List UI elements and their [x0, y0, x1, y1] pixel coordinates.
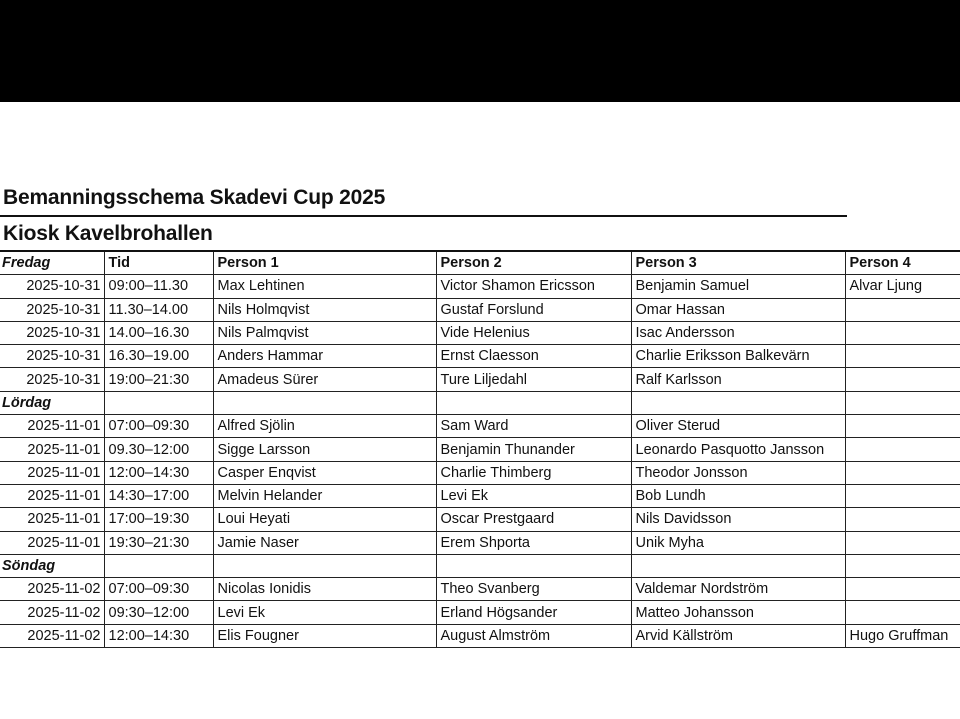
row-time: 16.30–19.00: [104, 345, 213, 368]
row-date: 2025-11-02: [0, 601, 104, 624]
empty-cell: [104, 391, 213, 414]
row-date: 2025-10-31: [0, 368, 104, 391]
row-person-1: Loui Heyati: [213, 508, 436, 531]
row-person-2: Erland Högsander: [436, 601, 631, 624]
row-person-3: Isac Andersson: [631, 321, 845, 344]
row-person-4: [845, 484, 960, 507]
row-person-3: Ralf Karlsson: [631, 368, 845, 391]
row-person-4: Hugo Gruffman: [845, 624, 960, 647]
row-time: 19:00–21:30: [104, 368, 213, 391]
row-person-2: August Almström: [436, 624, 631, 647]
row-date: 2025-10-31: [0, 298, 104, 321]
empty-cell: [436, 391, 631, 414]
empty-cell: [631, 554, 845, 577]
empty-cell: [104, 554, 213, 577]
top-black-bar: [0, 0, 960, 102]
row-person-2: Benjamin Thunander: [436, 438, 631, 461]
row-person-3: Theodor Jonsson: [631, 461, 845, 484]
empty-cell: [213, 554, 436, 577]
document-title: Bemanningsschema Skadevi Cup 2025: [3, 186, 386, 209]
row-date: 2025-11-01: [0, 531, 104, 554]
row-person-4: [845, 601, 960, 624]
row-person-4: [845, 508, 960, 531]
header-person-4: Person 4: [845, 251, 960, 275]
row-person-4: [845, 578, 960, 601]
table-row: [0, 461, 960, 484]
row-time: 07:00–09:30: [104, 415, 213, 438]
table-row: [0, 531, 960, 554]
row-person-1: Nils Holmqvist: [213, 298, 436, 321]
row-person-2: Gustaf Forslund: [436, 298, 631, 321]
row-date: 2025-10-31: [0, 321, 104, 344]
empty-cell: [631, 391, 845, 414]
row-person-2: Theo Svanberg: [436, 578, 631, 601]
row-time: 09.30–12:00: [104, 438, 213, 461]
row-person-2: Charlie Thimberg: [436, 461, 631, 484]
row-person-3: Nils Davidsson: [631, 508, 845, 531]
table-row: [0, 321, 960, 344]
table-row: [0, 438, 960, 461]
row-person-1: Levi Ek: [213, 601, 436, 624]
row-person-2: Ture Liljedahl: [436, 368, 631, 391]
row-person-3: Arvid Källström: [631, 624, 845, 647]
day-label-sunday: Söndag: [0, 554, 104, 577]
row-person-1: Alfred Sjölin: [213, 415, 436, 438]
row-person-4: [845, 298, 960, 321]
row-person-2: Ernst Claesson: [436, 345, 631, 368]
row-person-1: Elis Fougner: [213, 624, 436, 647]
row-person-2: Levi Ek: [436, 484, 631, 507]
row-person-4: [845, 321, 960, 344]
staffing-schedule-table: [0, 250, 960, 648]
row-time: 12:00–14:30: [104, 461, 213, 484]
row-person-3: Benjamin Samuel: [631, 275, 845, 298]
row-date: 2025-11-01: [0, 438, 104, 461]
row-person-3: Omar Hassan: [631, 298, 845, 321]
row-time: 12:00–14:30: [104, 624, 213, 647]
row-person-4: [845, 461, 960, 484]
empty-cell: [845, 391, 960, 414]
row-time: 07:00–09:30: [104, 578, 213, 601]
table-row: [0, 368, 960, 391]
table-row: [0, 508, 960, 531]
row-person-4: [845, 438, 960, 461]
header-person-3: Person 3: [631, 251, 845, 275]
row-person-1: Melvin Helander: [213, 484, 436, 507]
row-person-2: Victor Shamon Ericsson: [436, 275, 631, 298]
row-date: 2025-11-01: [0, 484, 104, 507]
row-time: 14:30–17:00: [104, 484, 213, 507]
table-row: [0, 484, 960, 507]
row-person-1: Amadeus Sürer: [213, 368, 436, 391]
table-row: [0, 624, 960, 647]
row-time: 17:00–19:30: [104, 508, 213, 531]
day-header-row-saturday: [0, 391, 960, 414]
row-time: 11.30–14.00: [104, 298, 213, 321]
row-date: 2025-11-01: [0, 508, 104, 531]
row-person-3: Unik Myha: [631, 531, 845, 554]
row-person-4: Alvar Ljung: [845, 275, 960, 298]
row-person-3: Leonardo Pasquotto Jansson: [631, 438, 845, 461]
header-day-friday: Fredag: [0, 251, 104, 275]
table-header-row: [0, 251, 960, 275]
header-person-1: Person 1: [213, 251, 436, 275]
table-row: [0, 415, 960, 438]
row-time: 19:30–21:30: [104, 531, 213, 554]
row-person-1: Nils Palmqvist: [213, 321, 436, 344]
table-row: [0, 345, 960, 368]
table-row: [0, 275, 960, 298]
header-person-2: Person 2: [436, 251, 631, 275]
row-person-4: [845, 531, 960, 554]
row-person-3: Matteo Johansson: [631, 601, 845, 624]
row-date: 2025-11-01: [0, 415, 104, 438]
row-time: 09:30–12:00: [104, 601, 213, 624]
empty-cell: [213, 391, 436, 414]
row-person-1: Casper Enqvist: [213, 461, 436, 484]
row-date: 2025-11-02: [0, 578, 104, 601]
row-date: 2025-10-31: [0, 345, 104, 368]
header-time: Tid: [104, 251, 213, 275]
row-person-1: Nicolas Ionidis: [213, 578, 436, 601]
row-date: 2025-11-01: [0, 461, 104, 484]
table-row: [0, 298, 960, 321]
row-person-2: Sam Ward: [436, 415, 631, 438]
row-date: 2025-10-31: [0, 275, 104, 298]
empty-cell: [436, 554, 631, 577]
row-person-2: Oscar Prestgaard: [436, 508, 631, 531]
row-person-2: Erem Shporta: [436, 531, 631, 554]
empty-cell: [845, 554, 960, 577]
table-row: [0, 578, 960, 601]
row-person-1: Anders Hammar: [213, 345, 436, 368]
row-person-3: Oliver Sterud: [631, 415, 845, 438]
document-subtitle: Kiosk Kavelbrohallen: [3, 222, 213, 245]
row-person-3: Bob Lundh: [631, 484, 845, 507]
row-time: 09:00–11.30: [104, 275, 213, 298]
row-date: 2025-11-02: [0, 624, 104, 647]
row-person-1: Jamie Naser: [213, 531, 436, 554]
row-person-2: Vide Helenius: [436, 321, 631, 344]
row-time: 14.00–16.30: [104, 321, 213, 344]
row-person-1: Max Lehtinen: [213, 275, 436, 298]
row-person-4: [845, 345, 960, 368]
row-person-1: Sigge Larsson: [213, 438, 436, 461]
row-person-3: Charlie Eriksson Balkevärn: [631, 345, 845, 368]
table-row: [0, 601, 960, 624]
row-person-3: Valdemar Nordström: [631, 578, 845, 601]
row-person-4: [845, 368, 960, 391]
day-label-saturday: Lördag: [0, 391, 104, 414]
day-header-row-sunday: [0, 554, 960, 577]
title-underline: [0, 215, 847, 217]
row-person-4: [845, 415, 960, 438]
